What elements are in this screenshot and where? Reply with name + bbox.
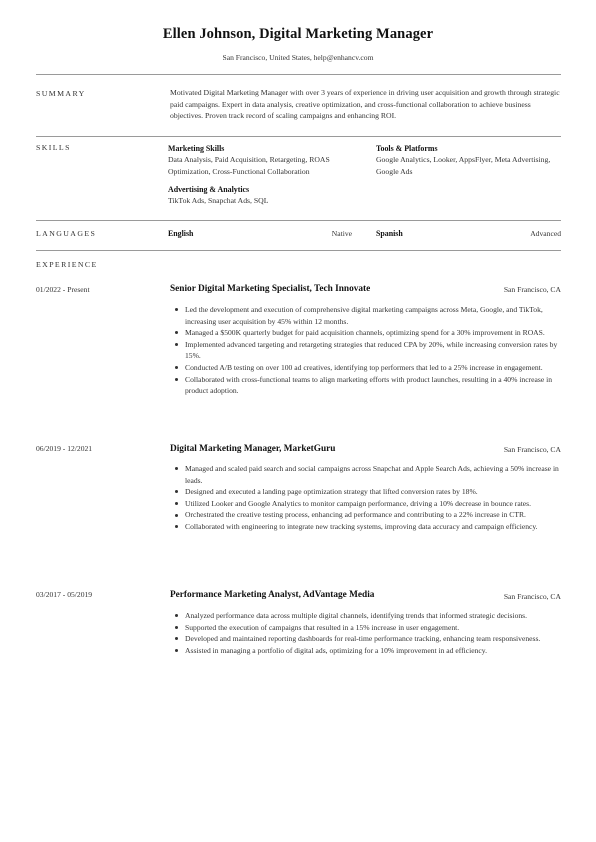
skill-group	[376, 143, 562, 177]
section-label-languages: LANGUAGES	[36, 229, 97, 238]
job-dates: 03/2017 - 05/2019	[36, 590, 93, 599]
language-level: Native	[331, 229, 352, 238]
skill-group-items: TikTok Ads, Snapchat Ads, SQL	[168, 196, 269, 205]
list-item: Managed a $500K quarterly budget for paid acquisition channels, optimizing spend for a 30% improvement in ROAS.	[170, 327, 562, 339]
job-title: Performance Marketing Analyst, AdVantage Media	[170, 590, 375, 600]
job-bullets	[170, 463, 562, 533]
skill-group-title: Tools & Platforms	[376, 144, 438, 153]
divider	[36, 220, 561, 221]
job-dates: 06/2019 - 12/2021	[36, 444, 93, 453]
list-item: Managed and scaled paid search and social campaigns across Snapchat and Apple Search Ads, achieving a 50% increase in leads.	[170, 463, 562, 486]
language-name: Spanish	[376, 229, 403, 238]
list-item: Led the development and execution of comprehensive digital marketing campaigns across Meta, Google, and TikTok, increasing user acquisition by 45% within 12 months.	[170, 304, 562, 327]
job-title: Senior Digital Marketing Specialist, Tech Innovate	[170, 284, 371, 294]
skill-group-title: Advertising & Analytics	[168, 185, 250, 194]
list-item: Assisted in managing a portfolio of digital ads, optimizing for a 10% improvement in ad efficiency.	[170, 645, 562, 657]
contact-line: San Francisco, United States, help@enhancv.com	[222, 53, 374, 62]
resume-name: Ellen Johnson, Digital Marketing Manager	[162, 26, 434, 42]
summary-text: Motivated Digital Marketing Manager with over 3 years of experience in driving user acquisition and growth through strategic paid campaigns. Expert in data analysis, creative optimization, and cross-functional collaboration to achieve business objectives. Proven track record of scaling campaigns and enhancing ROI.	[170, 88, 560, 121]
section-label-summary: SUMMARY	[36, 89, 86, 98]
divider	[36, 74, 561, 75]
divider	[36, 136, 561, 137]
job-bullets	[170, 610, 562, 656]
list-item: Developed and maintained reporting dashboards for real-time performance tracking, enhancing team responsiveness.	[170, 633, 562, 645]
job-bullets	[170, 304, 562, 397]
job-location: San Francisco, CA	[503, 445, 561, 454]
skill-group-title: Marketing Skills	[168, 144, 225, 153]
job-location: San Francisco, CA	[503, 285, 561, 294]
job-location: San Francisco, CA	[503, 592, 561, 601]
divider	[36, 250, 561, 251]
list-item: Collaborated with engineering to integrate new tracking systems, improving data accuracy and campaign efficiency.	[170, 521, 562, 533]
language-name: English	[168, 229, 194, 238]
section-label-skills: SKILLS	[36, 143, 71, 152]
list-item: Conducted A/B testing on over 100 ad creatives, identifying top performers that led to a 25% increase in engagement.	[170, 362, 562, 374]
job-title: Digital Marketing Manager, MarketGuru	[170, 444, 336, 454]
list-item: Utilized Looker and Google Analytics to monitor campaign performance, driving a 10% decrease in bounce rates.	[170, 498, 562, 510]
skill-group	[168, 143, 358, 177]
job-dates: 01/2022 - Present	[36, 285, 90, 294]
skill-group-items: Google Analytics, Looker, AppsFlyer, Meta Advertising, Google Ads	[376, 155, 551, 176]
skill-group-items: Data Analysis, Paid Acquisition, Retargeting, ROAS Optimization, Cross-Functional Collaboration	[168, 155, 330, 176]
skill-group	[168, 184, 358, 207]
list-item: Analyzed performance data across multiple digital channels, identifying trends that informed strategic decisions.	[170, 610, 562, 622]
list-item: Supported the execution of campaigns that resulted in a 15% increase in user engagement.	[170, 622, 562, 634]
section-label-experience: EXPERIENCE	[36, 260, 98, 269]
list-item: Orchestrated the creative testing process, enhancing ad performance and contributing to a 22% increase in CTR.	[170, 509, 562, 521]
list-item: Designed and executed a landing page optimization strategy that lifted conversion rates by 18%.	[170, 486, 562, 498]
list-item: Implemented advanced targeting and retargeting strategies that reduced CPA by 20%, while increasing conversion rates by 15%.	[170, 339, 562, 362]
language-level: Advanced	[530, 229, 561, 238]
list-item: Collaborated with cross-functional teams to align marketing efforts with product launches, resulting in a 40% increase in product adoption.	[170, 374, 562, 397]
